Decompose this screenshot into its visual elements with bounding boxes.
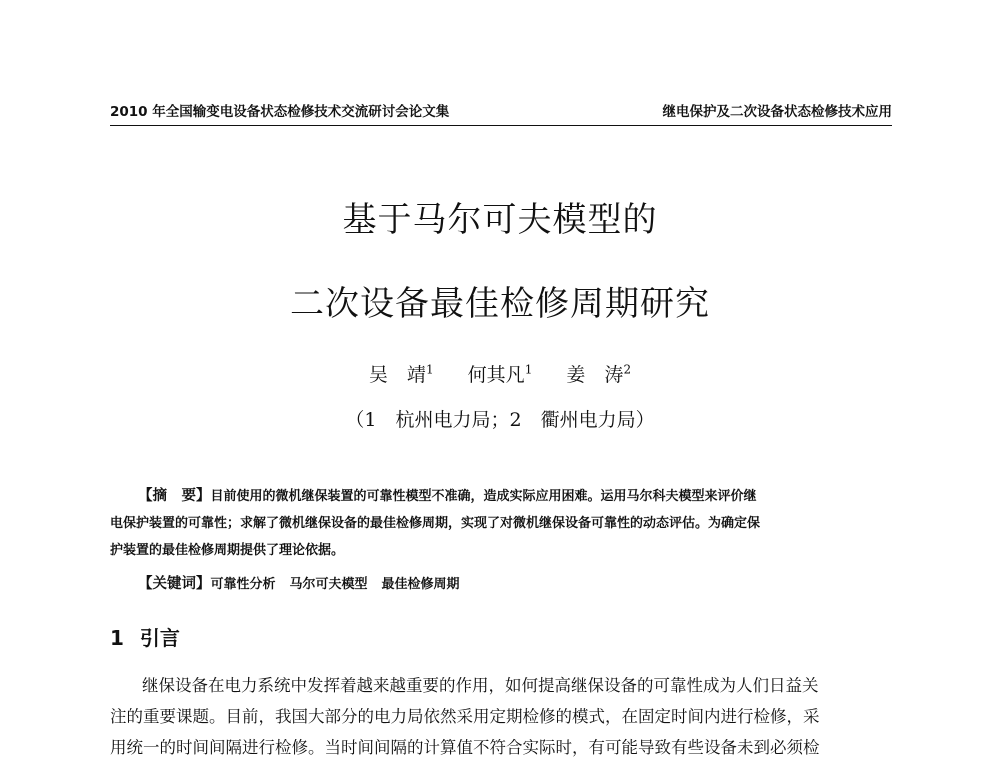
body-text bbox=[110, 670, 892, 763]
abstract-line: 护装置的最佳检修周期提供了理论依据。 bbox=[110, 543, 345, 558]
affiliations: （1 杭州电力局；2 衢州电力局） bbox=[345, 409, 655, 431]
abstract-line: 【摘 要】目前使用的微机继保装置的可靠性模型不准确，造成实际应用困难。运用马尔科夫模型来评价继 bbox=[138, 488, 757, 504]
abstract-line: 电保护装置的可靠性；求解了微机继保设备的最佳检修周期，实现了对微机继保设备可靠性的动态评估。为确定保 bbox=[110, 516, 761, 531]
author-list bbox=[0, 360, 1000, 387]
keywords bbox=[138, 572, 460, 593]
running-header bbox=[110, 100, 892, 120]
keyword: 马尔可夫模型 bbox=[289, 577, 368, 592]
header-rule bbox=[110, 125, 892, 126]
section-heading bbox=[110, 622, 180, 651]
paper-title-line-2: 二次设备最佳检修周期研究 bbox=[290, 284, 710, 324]
abstract bbox=[110, 483, 892, 564]
keywords-label: 【关键词】 bbox=[138, 576, 211, 592]
author: 姜 涛$^2$ bbox=[566, 362, 632, 386]
author: 吴 靖$^1$ bbox=[368, 362, 434, 386]
body-line: 用统一的时间间隔进行检修。当时间间隔的计算值不符合实际时，有可能导致有些设备未到必须检 bbox=[110, 738, 820, 757]
abstract-label: 【摘 要】 bbox=[138, 488, 211, 504]
body-line: 继保设备在电力系统中发挥着越来越重要的作用，如何提高继保设备的可靠性成为人们日益关 bbox=[142, 676, 819, 695]
author: 何其凡$^1$ bbox=[467, 362, 533, 386]
keyword: 可靠性分析 bbox=[210, 577, 276, 592]
section-number: 1 bbox=[110, 626, 124, 650]
header-conference: 2010 年全国输变电设备状态检修技术交流研讨会论文集 bbox=[110, 104, 450, 120]
keyword: 最佳检修周期 bbox=[381, 577, 460, 592]
body-line: 注的重要课题。目前，我国大部分的电力局依然采用定期检修的模式，在固定时间内进行检修，采 bbox=[110, 707, 820, 726]
paper-title-line-1: 基于马尔可夫模型的 bbox=[342, 200, 658, 240]
section-title: 引言 bbox=[139, 626, 180, 650]
header-section: 继电保护及二次设备状态检修技术应用 bbox=[662, 104, 892, 120]
